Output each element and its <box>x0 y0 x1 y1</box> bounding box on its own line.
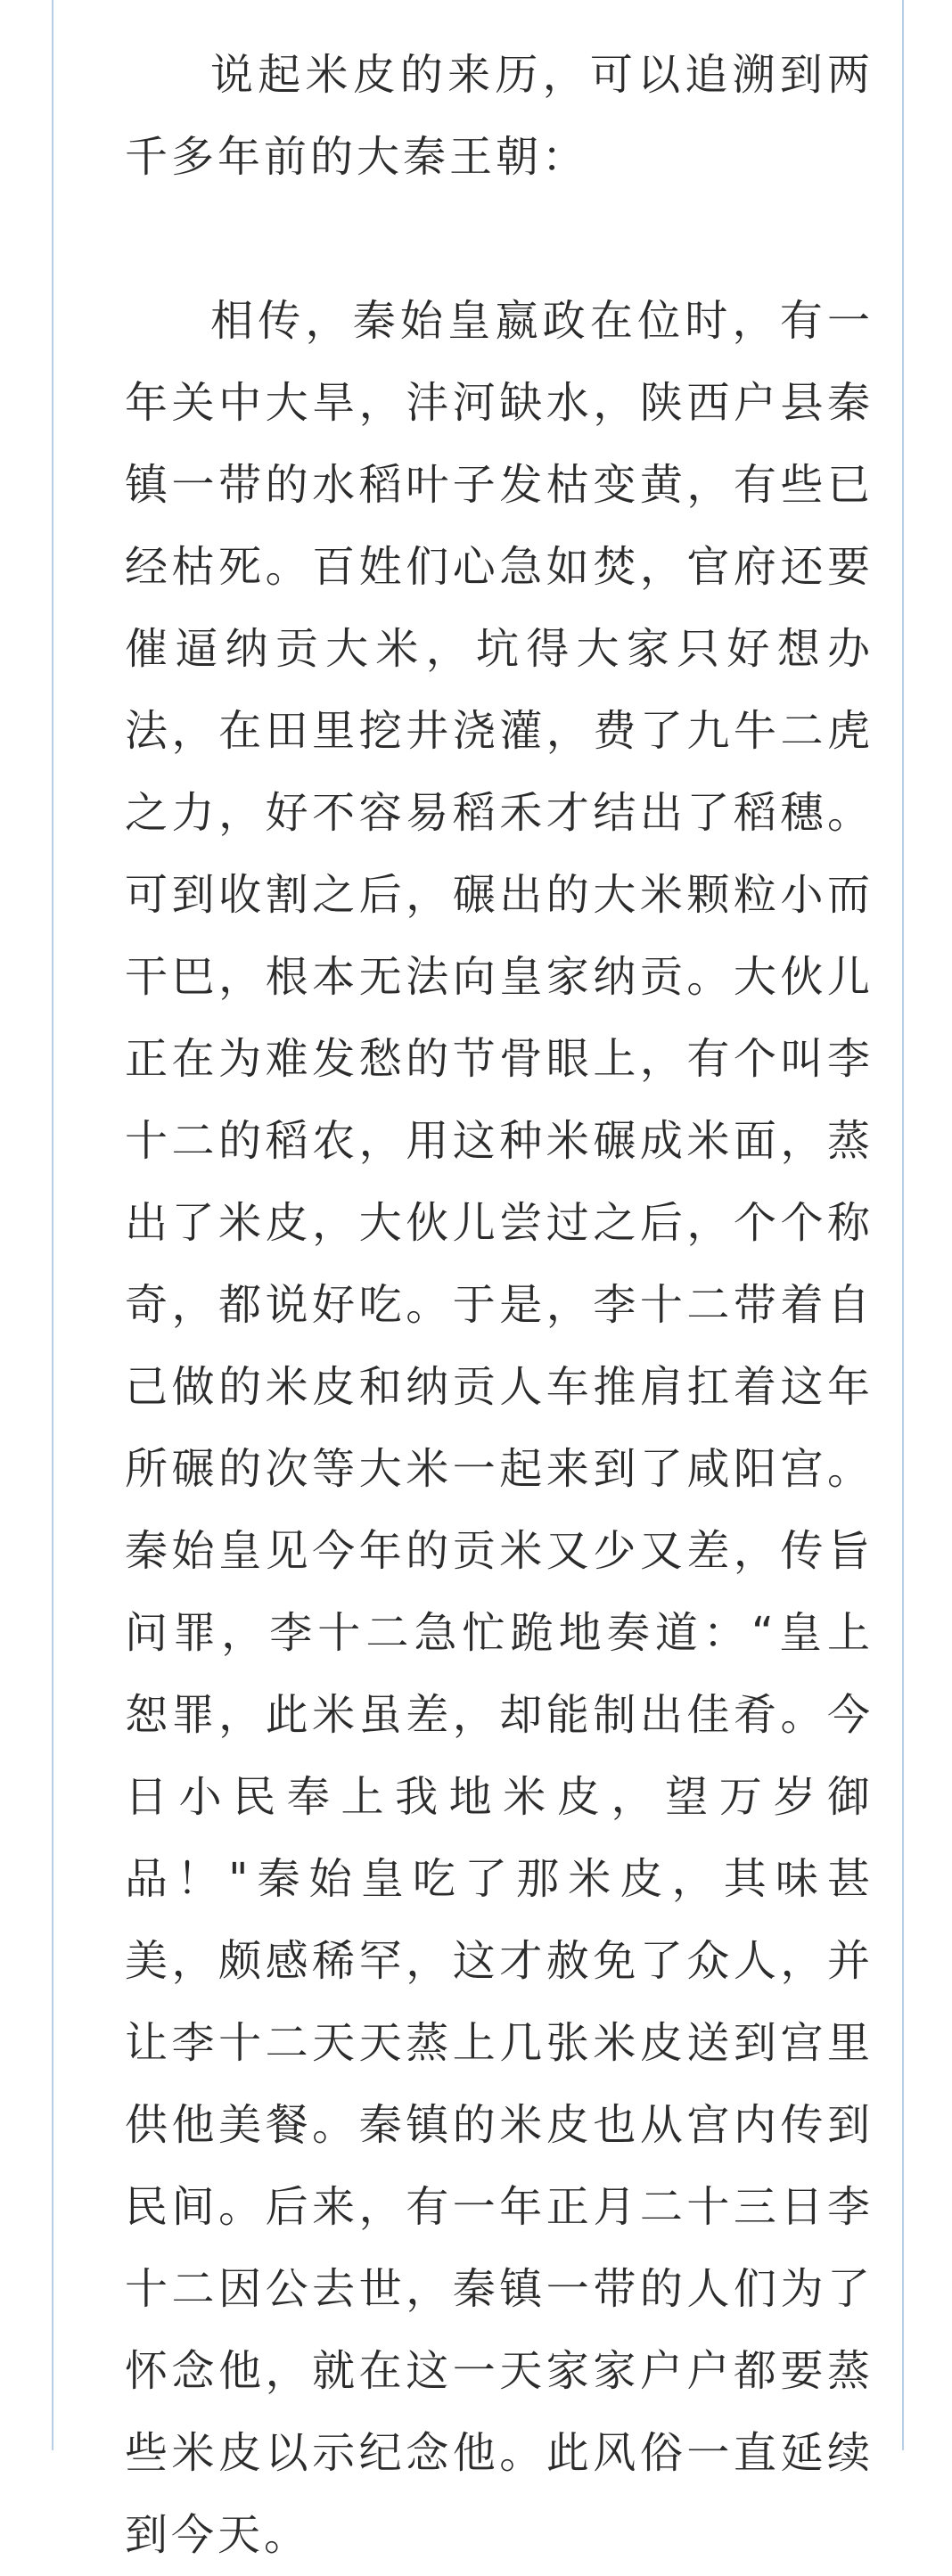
legend-paragraph: 相传，秦始皇嬴政在位时，有一年关中大旱，沣河缺水，陕西户县秦镇一带的水稻叶子发枯变黄，有些已经枯死。百姓们心急如焚，官府还要催逼纳贡大米，坑得大家只好想办法，在田里挖井浇灌，费了九牛二虎之力，好不容易稻禾才结出了稻穗。可到收割之后，碾出的大米颗粒小而干巴，根本无法向皇家纳贡。大伙儿正在为难发愁的节骨眼上，有个叫李十二的稻农，用这种米碾成米面，蒸出了米皮，大伙儿尝过之后，个个称奇，都说好吃。于是，李十二带着自己做的米皮和纳贡人车推肩扛着这年所碾的次等大米一起来到了咸阳宫。秦始皇见今年的贡米又少又差，传旨问罪，李十二急忙跪地奏道：“皇上恕罪，此米虽差，却能制出佳肴。今日小民奉上我地米皮，望万岁御品！"秦始皇吃了那米皮，其味甚美，颇感稀罕，这才赦免了众人，并让李十二天天蒸上几张米皮送到宫里供他美餐。秦镇的米皮也从宫内传到民间。后来，有一年正月二十三日李十二因公去世，秦镇一带的人们为了怀念他，就在这一天家家户户都要蒸些米皮以示纪念他。此风俗一直延续到今天。 <box>125 296 874 2560</box>
left-border-line <box>52 0 53 2450</box>
intro-paragraph: 说起米皮的来历，可以追溯到两千多年前的大秦王朝： <box>125 50 874 182</box>
article-body <box>125 34 874 2576</box>
right-border-line <box>902 0 904 2450</box>
